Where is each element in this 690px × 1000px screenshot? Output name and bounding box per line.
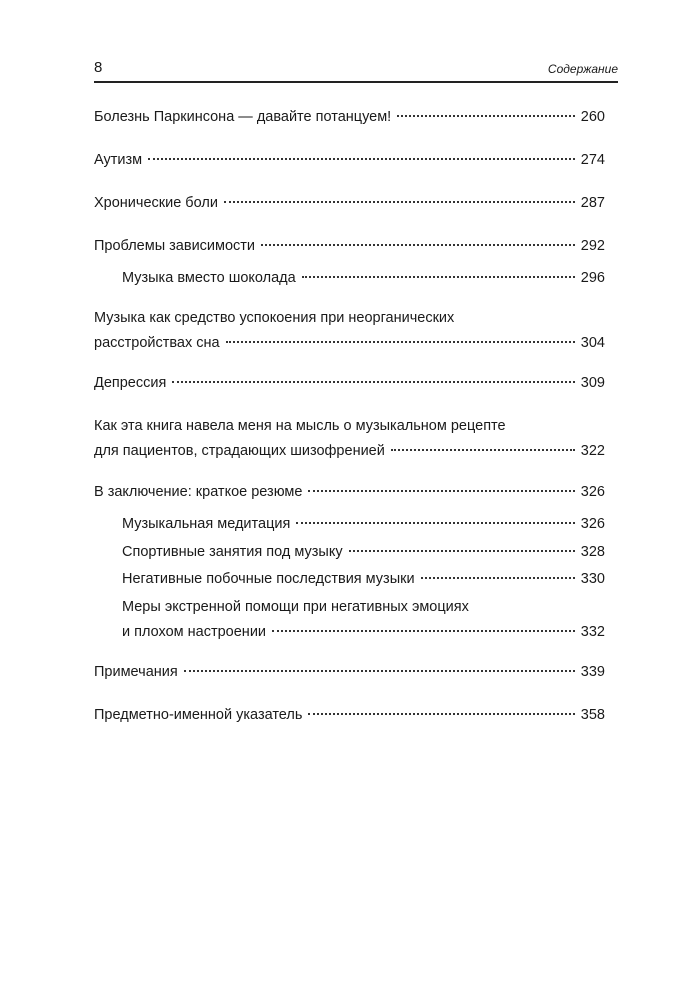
toc-entry-notes[interactable] [94, 662, 605, 682]
toc-entry-title-line2: для пациентов, страдающих шизофренией [94, 443, 385, 459]
toc-entry-page: 296 [580, 270, 605, 286]
toc-entry-title: Болезнь Паркинсона — давайте потанцуем! [94, 109, 392, 125]
leader-dots [272, 630, 575, 632]
toc-subentry-chocolate[interactable] [122, 268, 605, 288]
toc-entry-page: 358 [580, 707, 605, 723]
page-header [94, 58, 618, 82]
leader-dots [226, 341, 575, 343]
toc-entry-page: 274 [580, 152, 605, 168]
toc-entry-index[interactable] [94, 705, 605, 725]
toc-entry-depression[interactable] [94, 373, 605, 393]
toc-entry-title: Депрессия [94, 375, 167, 391]
leader-dots [296, 522, 574, 524]
toc-subentry-sports[interactable] [122, 542, 605, 562]
toc-entry-title: Спортивные занятия под музыку [122, 544, 343, 560]
toc-entry-page: 328 [580, 544, 605, 560]
toc-entry-page: 339 [580, 664, 605, 680]
toc-entry-page: 292 [580, 238, 605, 254]
toc-entry-title-line1: Как эта книга навела меня на мысль о музыкальном рецепте [94, 418, 506, 434]
leader-dots [261, 244, 575, 246]
toc-entry-parkinson[interactable] [94, 107, 605, 127]
toc-entry-title-line1: Музыка как средство успокоения при неорганических [94, 310, 455, 326]
toc-entry-title: Примечания [94, 664, 178, 680]
toc-entry-page: 309 [580, 375, 605, 391]
toc-entry-conclusion[interactable] [94, 482, 605, 502]
toc-entry-title: Аутизм [94, 152, 143, 168]
toc-entry-title: Музыкальная медитация [122, 516, 291, 532]
leader-dots [421, 577, 575, 579]
toc-entry-sleep-disorders[interactable] [94, 308, 605, 353]
toc-entry-page: 326 [580, 484, 605, 500]
leader-dots [148, 158, 575, 160]
leader-dots [172, 381, 574, 383]
page-number: 8 [94, 59, 103, 76]
toc-entry-page: 326 [580, 516, 605, 532]
leader-dots [224, 201, 575, 203]
toc-entry-autism[interactable] [94, 150, 605, 170]
leader-dots [391, 449, 575, 451]
leader-dots [308, 490, 574, 492]
toc-entry-title: Негативные побочные последствия музыки [122, 571, 415, 587]
leader-dots [349, 550, 575, 552]
toc-subentry-emergency-help[interactable] [122, 597, 605, 642]
toc-entry-title-line2: и плохом настроении [122, 624, 267, 640]
toc-entry-title: Предметно-именной указатель [94, 707, 303, 723]
leader-dots [308, 713, 574, 715]
toc-entry-title: Хронические боли [94, 195, 218, 211]
toc-entry-page: 287 [580, 195, 605, 211]
toc-entry-title-line1: Меры экстренной помощи при негативных эмоциях [122, 599, 469, 615]
toc-entry-page: 304 [580, 335, 605, 351]
toc-entry-addiction[interactable] [94, 236, 605, 256]
toc-entry-title: В заключение: краткое резюме [94, 484, 303, 500]
toc-subentry-meditation[interactable] [122, 514, 605, 534]
header-rule [94, 81, 618, 83]
leader-dots [397, 115, 575, 117]
toc-entry-chronic-pain[interactable] [94, 193, 605, 213]
toc-subentry-side-effects[interactable] [122, 569, 605, 589]
toc-entry-schizophrenia[interactable] [94, 416, 605, 461]
toc-entry-page: 322 [580, 443, 605, 459]
toc-entry-page: 260 [580, 109, 605, 125]
toc-entry-title: Проблемы зависимости [94, 238, 256, 254]
running-title: Содержание [547, 62, 618, 76]
toc-entry-page: 332 [580, 624, 605, 640]
leader-dots [184, 670, 575, 672]
toc-entry-page: 330 [580, 571, 605, 587]
toc-entry-title-line2: расстройствах сна [94, 335, 220, 351]
toc-entry-title: Музыка вместо шоколада [122, 270, 296, 286]
leader-dots [302, 276, 575, 278]
